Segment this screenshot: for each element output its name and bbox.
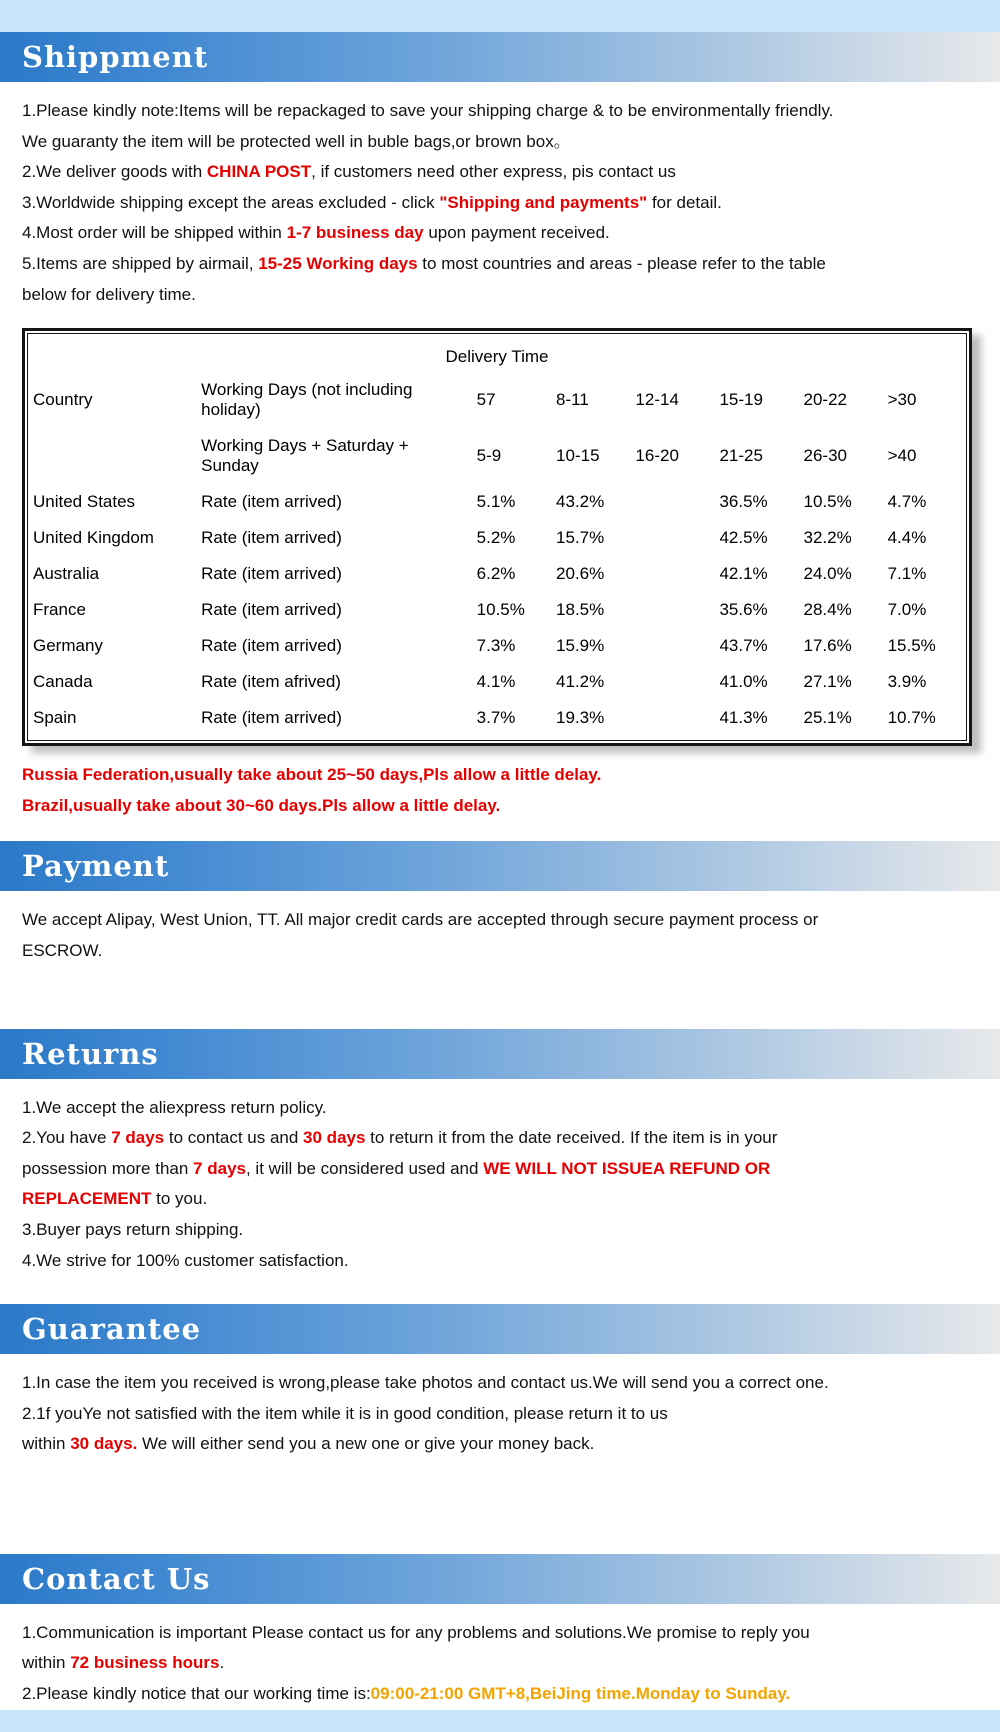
table-title: Delivery Time: [445, 347, 549, 367]
delivery-time-table: [30, 338, 964, 736]
label-cell: Rate (item arrived): [201, 600, 342, 620]
text-line: [22, 280, 978, 311]
plain-text: 4.Most order will be shipped within: [22, 223, 287, 243]
value-cell: 10.7%: [887, 708, 936, 728]
col-header: 15-19: [719, 390, 763, 410]
label-cell: Rate (item arrived): [201, 636, 342, 656]
highlighted-text: WE WILL NOT ISSUEA REFUND OR: [483, 1158, 771, 1178]
section-title-contact: Contact Us: [22, 1561, 211, 1596]
plain-text: We guaranty the item will be protected well in buble bags,or brown box。: [22, 131, 571, 151]
delivery-notes: [0, 746, 1000, 821]
value-cell: 6.2%: [476, 564, 516, 584]
highlighted-text: Brazil,usually take about 30~60 days.Pls allow a little delay.: [22, 795, 501, 815]
label-cell: Rate (item afrived): [201, 672, 341, 692]
text-line: [22, 249, 978, 280]
payment-text: [0, 891, 1000, 966]
plain-text: 1.Please kindly note:Items will be repackaged to save your shipping charge & to be environmentally friendly.: [22, 101, 834, 120]
plain-text: ESCROW.: [22, 940, 103, 960]
text-line: [22, 760, 978, 791]
section-header-returns: [0, 1029, 1000, 1079]
col-header: 10-15: [556, 446, 600, 466]
value-cell: 7.0%: [887, 600, 927, 620]
value-cell: 3.9%: [887, 672, 927, 692]
value-cell: 41.0%: [719, 672, 768, 692]
plain-text: for detail.: [647, 192, 722, 212]
col-header: 57: [476, 390, 496, 410]
label-cell: Rate (item arrived): [201, 528, 342, 548]
highlighted-text: "Shipping and payments": [439, 192, 648, 212]
value-cell: 24.0%: [803, 564, 852, 584]
label-cell: Rate (item arrived): [201, 564, 342, 584]
col-header: 12-14: [635, 390, 679, 410]
plain-text: within: [22, 1434, 71, 1454]
text-line: [22, 1093, 978, 1124]
plain-text: .: [219, 1653, 225, 1673]
col-header: 20-22: [803, 390, 847, 410]
section-header-shipment: [0, 32, 1000, 82]
highlighted-text: Russia Federation,usually take about 25~50 days,Pls allow a little delay.: [22, 765, 602, 785]
value-cell: 4.7%: [887, 492, 927, 512]
value-cell: 25.1%: [803, 708, 852, 728]
text-line: [22, 1429, 978, 1460]
value-cell: 4.4%: [887, 528, 927, 548]
section-header-contact: [0, 1554, 1000, 1604]
label-cell: Rate (item arrived): [201, 708, 342, 728]
value-cell: 43.7%: [719, 636, 768, 656]
plain-text: 4.We strive for 100% customer satisfaction.: [22, 1250, 349, 1270]
text-line: [22, 1679, 978, 1710]
text-line: [22, 188, 978, 219]
plain-text: to you.: [151, 1189, 208, 1209]
text-line: [22, 1154, 978, 1185]
table-row-spain: [30, 700, 964, 736]
highlighted-text: 09:00-21:00 GMT+8,BeiJing time.Monday to Sunday.: [370, 1684, 791, 1704]
shipment-text: [0, 82, 1000, 310]
country-cell: Spain: [33, 708, 77, 728]
value-cell: 20.6%: [556, 564, 605, 584]
highlighted-text: 30 days.: [70, 1434, 138, 1454]
highlighted-text: 30 days: [303, 1128, 366, 1148]
text-line: [22, 1618, 978, 1649]
plain-text: 2.1f youYe not satisfied with the item while it is in good condition, please return it to us: [22, 1403, 668, 1423]
country-cell: United States: [33, 492, 136, 512]
value-cell: 5.2%: [476, 528, 516, 548]
col-header-label: Working Days + Saturday + Sunday: [201, 436, 409, 476]
value-cell: 19.3%: [556, 708, 605, 728]
text-line: [22, 96, 978, 127]
value-cell: 28.4%: [803, 600, 852, 620]
value-cell: 10.5%: [476, 600, 525, 620]
text-line: [22, 1184, 978, 1215]
delivery-table: [22, 328, 972, 746]
plain-text: 1.We accept the aliexpress return policy.: [22, 1097, 327, 1117]
value-cell: 3.7%: [476, 708, 516, 728]
plain-text: 1.Communication is important Please contact us for any problems and solutions.We promise to reply you: [22, 1622, 810, 1642]
value-cell: 4.1%: [476, 672, 516, 692]
value-cell: 15.9%: [556, 636, 605, 656]
plain-text: 2.You have: [22, 1128, 112, 1148]
text-line: [22, 1648, 978, 1679]
delivery-table-inner: [27, 333, 967, 741]
plain-text: possession more than: [22, 1158, 194, 1178]
value-cell: 27.1%: [803, 672, 852, 692]
country-cell: Canada: [33, 672, 93, 692]
country-cell: Germany: [33, 636, 103, 656]
table-row-france: [30, 592, 964, 628]
highlighted-text: 72 business hours: [70, 1653, 220, 1673]
text-line: [22, 157, 978, 188]
plain-text: , if customers need other express, pis contact us: [311, 162, 676, 182]
section-title-payment: Payment: [22, 849, 170, 884]
plain-text: within: [22, 1653, 71, 1673]
country-cell: France: [33, 600, 86, 620]
highlighted-text: REPLACEMENT: [22, 1189, 152, 1209]
plain-text: below for delivery time.: [22, 284, 196, 304]
section-header-guarantee: [0, 1304, 1000, 1354]
section-title-returns: Returns: [22, 1036, 159, 1071]
text-line: [22, 218, 978, 249]
value-cell: 15.5%: [887, 636, 936, 656]
col-header: >40: [887, 446, 917, 466]
contact-text: [0, 1604, 1000, 1710]
table-title-row: [30, 338, 964, 372]
plain-text: to contact us and: [164, 1128, 304, 1148]
country-cell: United Kingdom: [33, 528, 154, 548]
value-cell: 42.5%: [719, 528, 768, 548]
col-header-country: Country: [33, 390, 93, 410]
col-header-label: Working Days (not including holiday): [201, 380, 413, 420]
highlighted-text: 7 days: [193, 1158, 246, 1178]
col-header: 26-30: [803, 446, 847, 466]
col-header: >30: [887, 390, 917, 410]
plain-text: upon payment received.: [423, 223, 610, 243]
plain-text: 3.Buyer pays return shipping.: [22, 1219, 244, 1239]
value-cell: 36.5%: [719, 492, 768, 512]
guarantee-text: [0, 1354, 1000, 1460]
highlighted-text: 15-25 Working days: [258, 253, 418, 273]
value-cell: 10.5%: [803, 492, 852, 512]
text-line: [22, 1399, 978, 1430]
table-row-united-states: [30, 484, 964, 520]
value-cell: 5.1%: [476, 492, 516, 512]
value-cell: 15.7%: [556, 528, 605, 548]
text-line: [22, 905, 978, 936]
col-header: 5-9: [476, 446, 502, 466]
section-title-shipment: Shippment: [22, 40, 209, 74]
plain-text: We will either send you a new one or give your money back.: [137, 1434, 595, 1454]
plain-text: to most countries and areas - please refer to the table: [417, 253, 826, 273]
table-row-germany: [30, 628, 964, 664]
value-cell: 42.1%: [719, 564, 768, 584]
text-line: [22, 1215, 978, 1246]
text-line: [22, 1368, 978, 1399]
col-header-country: [30, 428, 198, 484]
text-line: [22, 1123, 978, 1154]
text-line: [22, 127, 978, 158]
highlighted-text: 1-7 business day: [286, 223, 424, 243]
table-row-united-kingdom: [30, 520, 964, 556]
returns-text: [0, 1079, 1000, 1277]
plain-text: 5.Items are shipped by airmail,: [22, 253, 259, 273]
table-row-australia: [30, 556, 964, 592]
col-header: 16-20: [635, 446, 679, 466]
bottom-strip: [0, 1710, 1000, 1732]
value-cell: 35.6%: [719, 600, 768, 620]
plain-text: We accept Alipay, West Union, TT. All major credit cards are accepted through secure payment process or: [22, 910, 819, 930]
text-line: [22, 1246, 978, 1277]
value-cell: 41.2%: [556, 672, 605, 692]
table-header-row-1: [30, 372, 964, 428]
text-line: [22, 936, 978, 967]
section-title-guarantee: Guarantee: [22, 1312, 202, 1347]
value-cell: 7.1%: [887, 564, 927, 584]
top-strip: [0, 0, 1000, 32]
plain-text: 1.In case the item you received is wrong,please take photos and contact us.We will send you a correct one.: [22, 1373, 829, 1393]
value-cell: 18.5%: [556, 600, 605, 620]
section-header-payment: [0, 841, 1000, 891]
label-cell: Rate (item arrived): [201, 492, 342, 512]
highlighted-text: 7 days: [111, 1128, 165, 1148]
country-cell: Australia: [33, 564, 100, 584]
text-line: [22, 791, 978, 822]
table-header-row-2: [30, 428, 964, 484]
highlighted-text: CHINA POST: [206, 162, 312, 182]
plain-text: to return it from the date received. If the item is in your: [365, 1128, 778, 1148]
value-cell: 17.6%: [803, 636, 852, 656]
value-cell: 43.2%: [556, 492, 605, 512]
value-cell: 32.2%: [803, 528, 852, 548]
col-header: 8-11: [556, 390, 589, 410]
plain-text: 3.Worldwide shipping except the areas excluded - click: [22, 192, 440, 212]
value-cell: 7.3%: [476, 636, 516, 656]
table-row-canada: [30, 664, 964, 700]
plain-text: 2.Please kindly notice that our working time is:: [22, 1684, 371, 1704]
value-cell: 41.3%: [719, 708, 768, 728]
plain-text: , it will be considered used and: [245, 1158, 484, 1178]
plain-text: 2.We deliver goods with: [22, 162, 207, 182]
col-header: 21-25: [719, 446, 763, 466]
